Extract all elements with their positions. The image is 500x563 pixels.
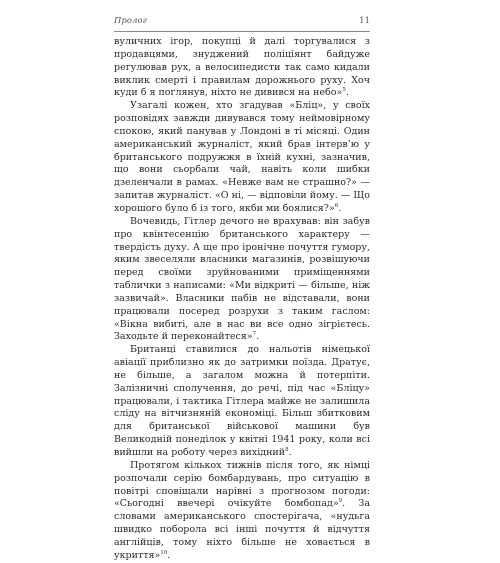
footnote-ref: 10 [160,549,168,556]
paragraph [114,36,370,100]
paragraph-text: . За словами американського спостерігача, «нудьга швидко поборола всі інші почуття й відчуття англійців, тому ніхто більше не ховається в укриття» [114,498,370,561]
footnote-ref: 9 [338,498,343,505]
paragraph-text: . [167,549,171,561]
paragraph-text: . [256,331,260,343]
paragraph [114,460,370,563]
paragraph-text: . [288,447,292,458]
paragraph [114,344,370,460]
footnote-ref: 5 [342,87,346,94]
paragraph-text: Протягом кількох тижнів після того, як німці розпочали серію бомбардувань, про ситуацію в повітрі сповіщали нарівні з прогнозом погоди: «Сьогодні ввечері очікуйте бомбопад» [114,459,370,510]
paragraph [114,100,370,216]
paragraph-text: вуличних ігор, покупці й далі торгувалися з продавцями, знуджений поліціянт байдуже регулював рух, а велосипедисти так само кидали виклик смерті і правилам дорожнього руху. Хоч куди б я поглянув, ніхто не дивився на небо» [114,36,370,99]
paragraph-text: Узагалі кожен, хто згадував «Бліц», у своїх розповідях завжди дивувався тому неймовірному спокою, який панував у Лондоні в ті місяці. Один американський журналіст, який брав інтерв’ю у британського подружжя в їхній кухні, зазначив, що вони сьорбали чай, навіть коли шибки дзеленчали в рамах. «Невже вам не страшно?» — запитав журналіст. «О ні, — відповіли йому. — Що хорошого було б із того, якби ми боялися?» [114,100,370,214]
footnote-ref: 7 [252,331,257,338]
paragraph-text: Британці ставилися до нальотів німецької авіації приблизно як до затримки поїзда. Дратує, не більше, а загалом можна й потерпіти. Залізничні сполучення, до речі, під час «Бліцу» працювали, і тактика Гітлера майже не залишила сліду на вітчизняній економіці. Більш збитковим для британської військової машини був Великодній понеділок у квітні 1941 року, коли всі вийшли на роботу через вихідний [114,344,370,458]
paragraph [114,216,370,344]
header-divider [114,31,370,32]
section-title: Пролог [114,16,147,26]
body-text [114,36,370,563]
footnote-ref: 6 [334,202,339,209]
paragraph-text: Вочевидь, Гітлер дечого не врахував: він забув про квінтесенцію британського характеру — твердість духу. А ще про іронічне почуття гумору, яким звеселяли власники магазинів, розвішуючи перед своїми зруйнованими приміщеннями таблички з написами: «Ми відкриті — більше, ніж зазвичай». Власники пабів не відставали, вони працювали посеред розрухи з таким гаслом: «Вікна вибиті, але в нас ви все одно зігрієтесь. Заходьте й переконайтеся» [114,215,370,343]
paragraph-text: . [338,202,342,214]
page-number: 11 [359,16,370,26]
footnote-ref: 8 [285,447,289,453]
paragraph-text: . [345,87,349,99]
running-header [114,14,370,28]
